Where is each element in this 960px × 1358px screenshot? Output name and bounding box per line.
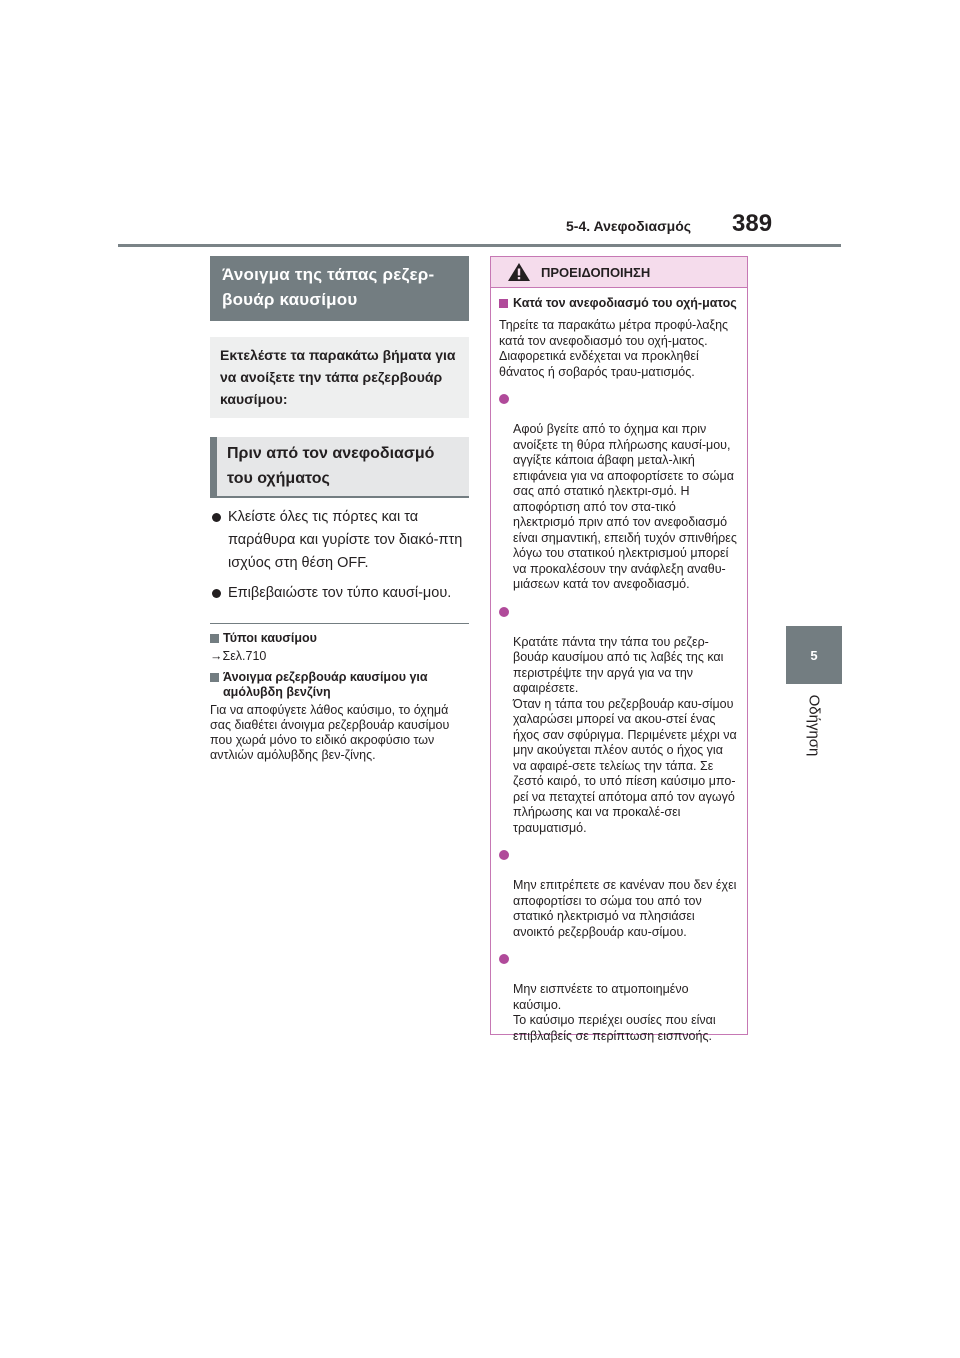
- info-divider: [210, 623, 469, 624]
- chapter-label: [786, 690, 842, 760]
- bullet-text: Κλείστε όλες τις πόρτες και τα παράθυρα και γυρίστε τον διακό-πτη ισχύος στη θέση OFF.: [228, 509, 463, 571]
- warning-subheading-text: Κατά τον ανεφοδιασμό του οχή-ματος: [513, 296, 737, 310]
- info-heading-text: Άνοιγμα ρεζερβουάρ καυσίμου για αμόλυβδη βενζίνη: [223, 670, 428, 699]
- header-section-title: 5-4. Ανεφοδιασμός: [566, 218, 692, 234]
- warning-triangle-icon: [507, 262, 531, 282]
- circle-bullet-icon: [499, 607, 509, 617]
- info-heading-text: Τύποι καυσίμου: [223, 631, 317, 645]
- bullet-item: [210, 506, 469, 575]
- info-body: Για να αποφύγετε λάθος καύσιμο, το όχημά σας διαθέτει άνοιγμα ρεζερβουάρ καυσίμου που χωρά μόνο το ειδικό ακροφύσιο των αντλιών αμόλυβδης βεν-ζίνης.: [210, 703, 450, 762]
- warning-item: [499, 951, 739, 1044]
- square-bullet-icon: [210, 634, 219, 643]
- warning-title: ΠΡΟΕΙΔΟΠΟΙΗΣΗ: [541, 264, 651, 280]
- circle-bullet-icon: [499, 394, 509, 404]
- circle-bullet-icon: [499, 954, 509, 964]
- chapter-tab: 5: [786, 626, 842, 684]
- warning-item-text: Μην επιτρέπετε σε κανέναν που δεν έχει αποφορτίσει το σώμα του από τον στατικό ηλεκτρισμό να πλησιάσει ανοικτό ρεζερβουάρ καυ-σίμου.: [513, 878, 737, 939]
- bullet-list: [210, 506, 469, 605]
- info-heading: [210, 631, 469, 646]
- square-bullet-icon: [499, 299, 508, 308]
- warning-header: [491, 257, 747, 288]
- left-column: [210, 256, 469, 769]
- warning-intro: Τηρείτε τα παρακάτω μέτρα προφύ-λαξης κατά τον ανεφοδιασμό του οχή-ματος. Διαφορετικά ενδέχεται να προκληθεί θάνατος ή σοβαρός τραυ-ματισμός.: [499, 318, 729, 379]
- bullet-text: Επιβεβαιώστε τον τύπο καυσί-μου.: [228, 585, 452, 601]
- warning-item: [499, 391, 739, 593]
- bullet-dot-icon: [212, 513, 221, 522]
- info-heading: [210, 670, 469, 700]
- warning-item-text: Μην εισπνέετε το ατμοποιημένο καύσιμο. Το καύσιμο περιέχει ουσίες που είναι επιβλαβείς σε περίπτωση εισπνοής.: [513, 982, 716, 1043]
- warning-item: [499, 847, 739, 940]
- warning-item: [499, 604, 739, 837]
- warning-body: [491, 288, 747, 1044]
- page-number: 389: [732, 210, 773, 237]
- header-divider: [118, 244, 841, 247]
- chapter-label-text: Οδήγηση: [805, 694, 823, 756]
- bullet-item: [210, 582, 469, 605]
- square-bullet-icon: [210, 673, 219, 682]
- page-reference-link[interactable]: →Σελ.710: [210, 649, 267, 663]
- warning-subheading: [499, 296, 739, 311]
- intro-box: Εκτελέστε τα παρακάτω βήματα για να ανοίξετε την τάπα ρεζερβουάρ καυσίμου:: [210, 337, 469, 418]
- sub-title: Πριν από τον ανεφοδιασμό του οχήματος: [210, 437, 469, 498]
- warning-box: [490, 256, 748, 1043]
- circle-bullet-icon: [499, 850, 509, 860]
- warning-item-text: Αφού βγείτε από το όχημα και πριν ανοίξετε τη θύρα πλήρωσης καυσί-μου, αγγίξτε κάποια άβαφη μεταλ-λική επιφάνεια για να αποφορτίσετε το σώμα σας από στατικό ηλεκτρι-σμό. Η αποφόρτιση από τον στα-τικό ηλεκτρισμό πριν από τον ανεφοδιασμό είναι σημαντική, επειδή τυχόν σπινθήρες λόγω του στατικού ηλεκτρισμού μπορεί να προκαλέσουν την ανάφλεξη αναθυ-μιάσεων κατά τον ανεφοδιασμό.: [513, 422, 737, 591]
- section-title: Άνοιγμα της τάπας ρεζερ-βουάρ καυσίμου: [210, 256, 469, 321]
- info-section: [210, 631, 469, 763]
- warning-item-text: Κρατάτε πάντα την τάπα του ρεζερ-βουάρ καυσίμου από τις λαβές της και περιστρέψτε την αργά για να την αφαιρέσετε. Όταν η τάπα του ρεζερβουάρ καυ-σίμου χαλαρώσει μπορεί να ακου-στεί ένας ήχος σαν σφύριγμα. Περιμένετε μέχρι να μην ακούγεται πλέον αυτός ο ήχος για να αφαιρέ-σετε τελείως την τάπα. Σε ζεστό καιρό, το υπό πίεση καύσιμο μπο-ρεί να πεταχτεί απότομα από τον αγωγό πλήρωσης και να προκαλέ-σει τραυματισμό.: [513, 634, 737, 835]
- bullet-dot-icon: [212, 589, 221, 598]
